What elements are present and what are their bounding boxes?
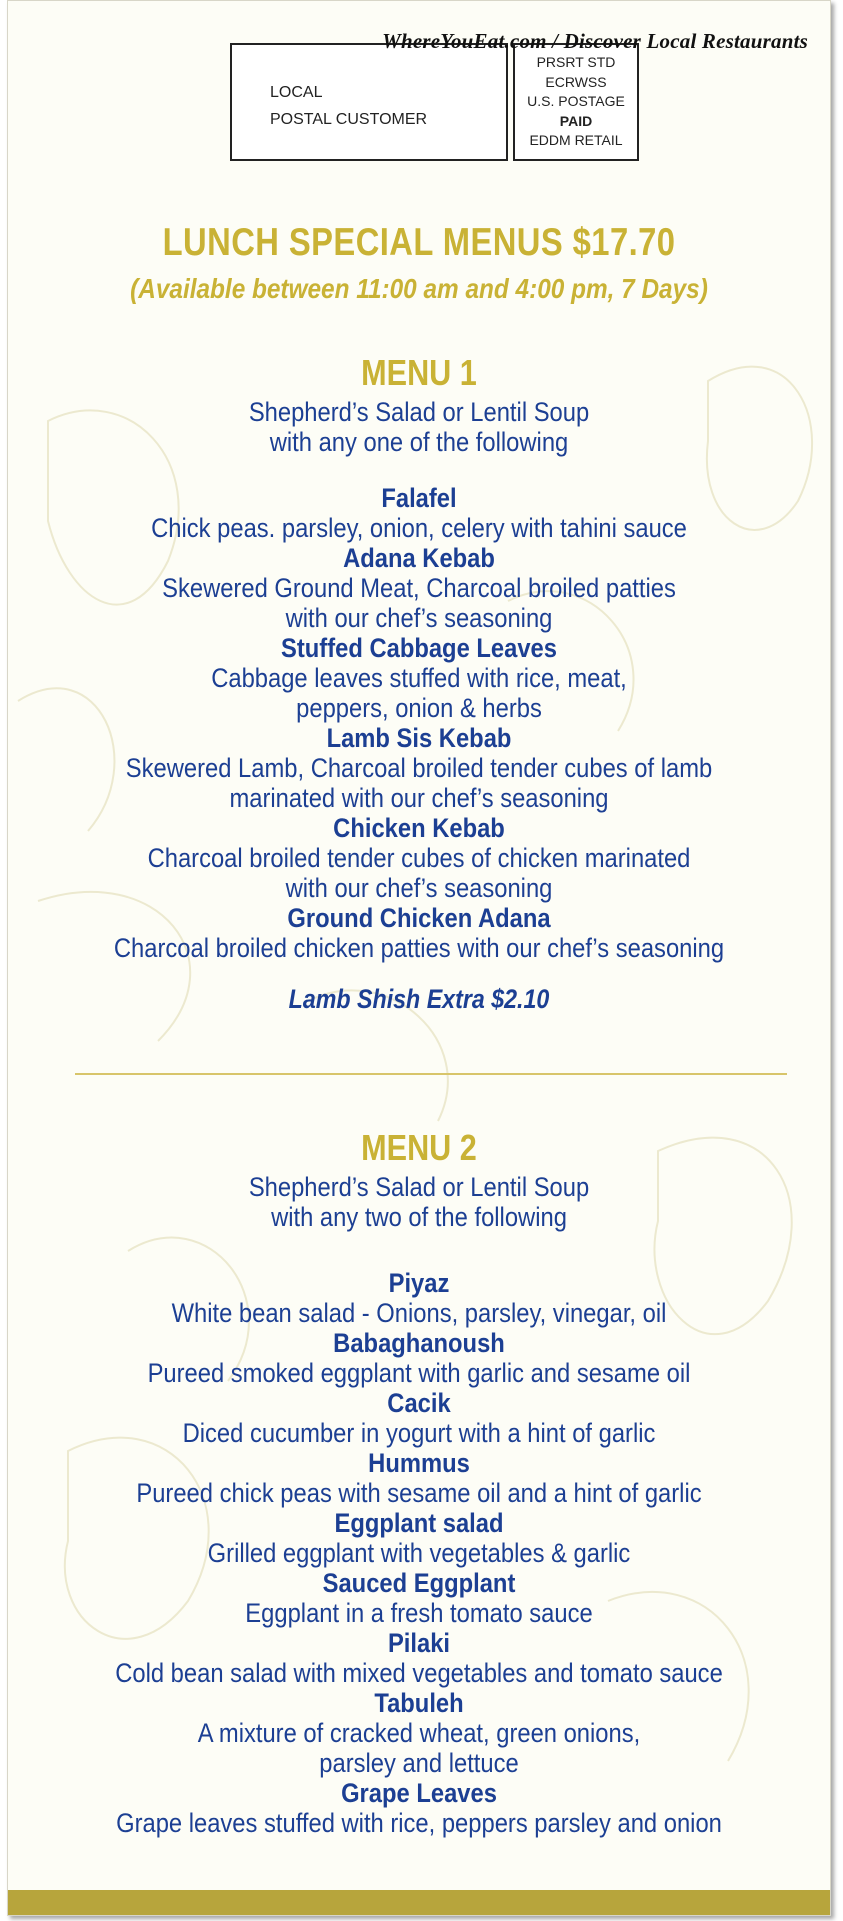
menu-item-name: Eggplant salad <box>334 1508 504 1538</box>
menu-item-desc: Chick peas. parsley, onion, celery with tahini sauce <box>151 513 687 543</box>
menu-item-name: Pilaki <box>387 1628 451 1658</box>
menu-item-desc: Charcoal broiled tender cubes of chicken marinated <box>147 843 691 873</box>
menu-item-desc: White bean salad - Onions, parsley, vinegar, oil <box>171 1298 667 1328</box>
menu-item-name: Cacik <box>387 1388 451 1418</box>
menu-item-desc: Pureed smoked eggplant with garlic and sesame oil <box>147 1358 691 1388</box>
menu-item-name: Hummus <box>368 1448 470 1478</box>
page-subtitle: (Available between 11:00 am and 4:00 pm, 7 Days) <box>130 273 708 304</box>
menu-1-intro-line: with any one of the following <box>269 427 569 457</box>
address-line-2: POSTAL CUSTOMER <box>270 111 428 128</box>
watermark-text: WhereYouEat.com / Discover Local Restaurants <box>382 29 808 53</box>
menu-item-desc: with our chef’s seasoning <box>285 873 553 903</box>
menu-item-desc: Pureed chick peas with sesame oil and a hint of garlic <box>136 1478 702 1508</box>
menu-item-desc: Eggplant in a fresh tomato sauce <box>245 1598 593 1628</box>
menu-item-name: Piyaz <box>388 1268 450 1298</box>
menu-item-name: Tabuleh <box>374 1688 464 1718</box>
menu-item-name: Ground Chicken Adana <box>287 903 551 933</box>
menu-1-items <box>8 483 830 963</box>
menu-item-desc: Charcoal broiled chicken patties with our chef’s seasoning <box>113 933 725 963</box>
section-divider <box>75 1073 787 1075</box>
menu-1-heading: MENU 1 <box>361 352 477 393</box>
menu-item-desc: Grape leaves stuffed with rice, peppers parsley and onion <box>116 1808 722 1838</box>
menu-item-name: Falafel <box>381 483 457 513</box>
postage-line: ECRWSS <box>545 73 607 90</box>
menu-item-name: Lamb Sis Kebab <box>326 723 512 753</box>
menu-item-desc: Cold bean salad with mixed vegetables and tomato sauce <box>115 1658 723 1688</box>
address-line-1: LOCAL <box>270 84 323 101</box>
postage-line: EDDM RETAIL <box>529 132 623 148</box>
menu-1-extra-note: Lamb Shish Extra $2.10 <box>288 984 550 1014</box>
menu-item-desc: Cabbage leaves stuffed with rice, meat, <box>211 663 627 693</box>
menu-item-name: Stuffed Cabbage Leaves <box>281 633 557 663</box>
page-title: LUNCH SPECIAL MENUS $17.70 <box>162 221 676 264</box>
menu-2-heading: MENU 2 <box>361 1127 477 1168</box>
postage-indicia-box <box>513 43 639 161</box>
menu-1-intro-line: Shepherd’s Salad or Lentil Soup <box>248 397 590 427</box>
menu-item-desc: A mixture of cracked wheat, green onions, <box>197 1718 641 1748</box>
menu-2-intro <box>8 1172 830 1232</box>
postage-line: U.S. POSTAGE <box>527 93 625 109</box>
menu-item-desc: marinated with our chef’s seasoning <box>229 783 609 813</box>
menu-item-desc: with our chef’s seasoning <box>285 603 553 633</box>
postage-paid-line: PAID <box>559 112 593 129</box>
postage-line: PRSRT STD <box>536 54 616 70</box>
menu-1-intro <box>8 397 830 457</box>
menu-item-name: Babaghanoush <box>333 1328 505 1358</box>
menu-2-items <box>8 1268 830 1838</box>
bottom-gold-bar <box>8 1890 830 1915</box>
menu-item-desc: parsley and lettuce <box>319 1748 519 1778</box>
menu-page <box>7 0 831 1916</box>
menu-item-desc: Skewered Ground Meat, Charcoal broiled patties <box>162 573 676 603</box>
menu-item-name: Adana Kebab <box>343 543 495 573</box>
menu-item-desc: Grilled eggplant with vegetables & garlic <box>207 1538 631 1568</box>
menu-item-name: Chicken Kebab <box>333 813 505 843</box>
menu-item-name: Grape Leaves <box>341 1778 497 1808</box>
menu-item-desc: Diced cucumber in yogurt with a hint of garlic <box>182 1418 656 1448</box>
menu-2-intro-line: with any two of the following <box>271 1202 567 1232</box>
menu-2-intro-line: Shepherd’s Salad or Lentil Soup <box>248 1172 590 1202</box>
menu-item-name: Sauced Eggplant <box>322 1568 516 1598</box>
mailing-address-box <box>230 43 508 161</box>
menu-item-desc: Skewered Lamb, Charcoal broiled tender cubes of lamb <box>125 753 713 783</box>
menu-item-desc: peppers, onion & herbs <box>296 693 542 723</box>
